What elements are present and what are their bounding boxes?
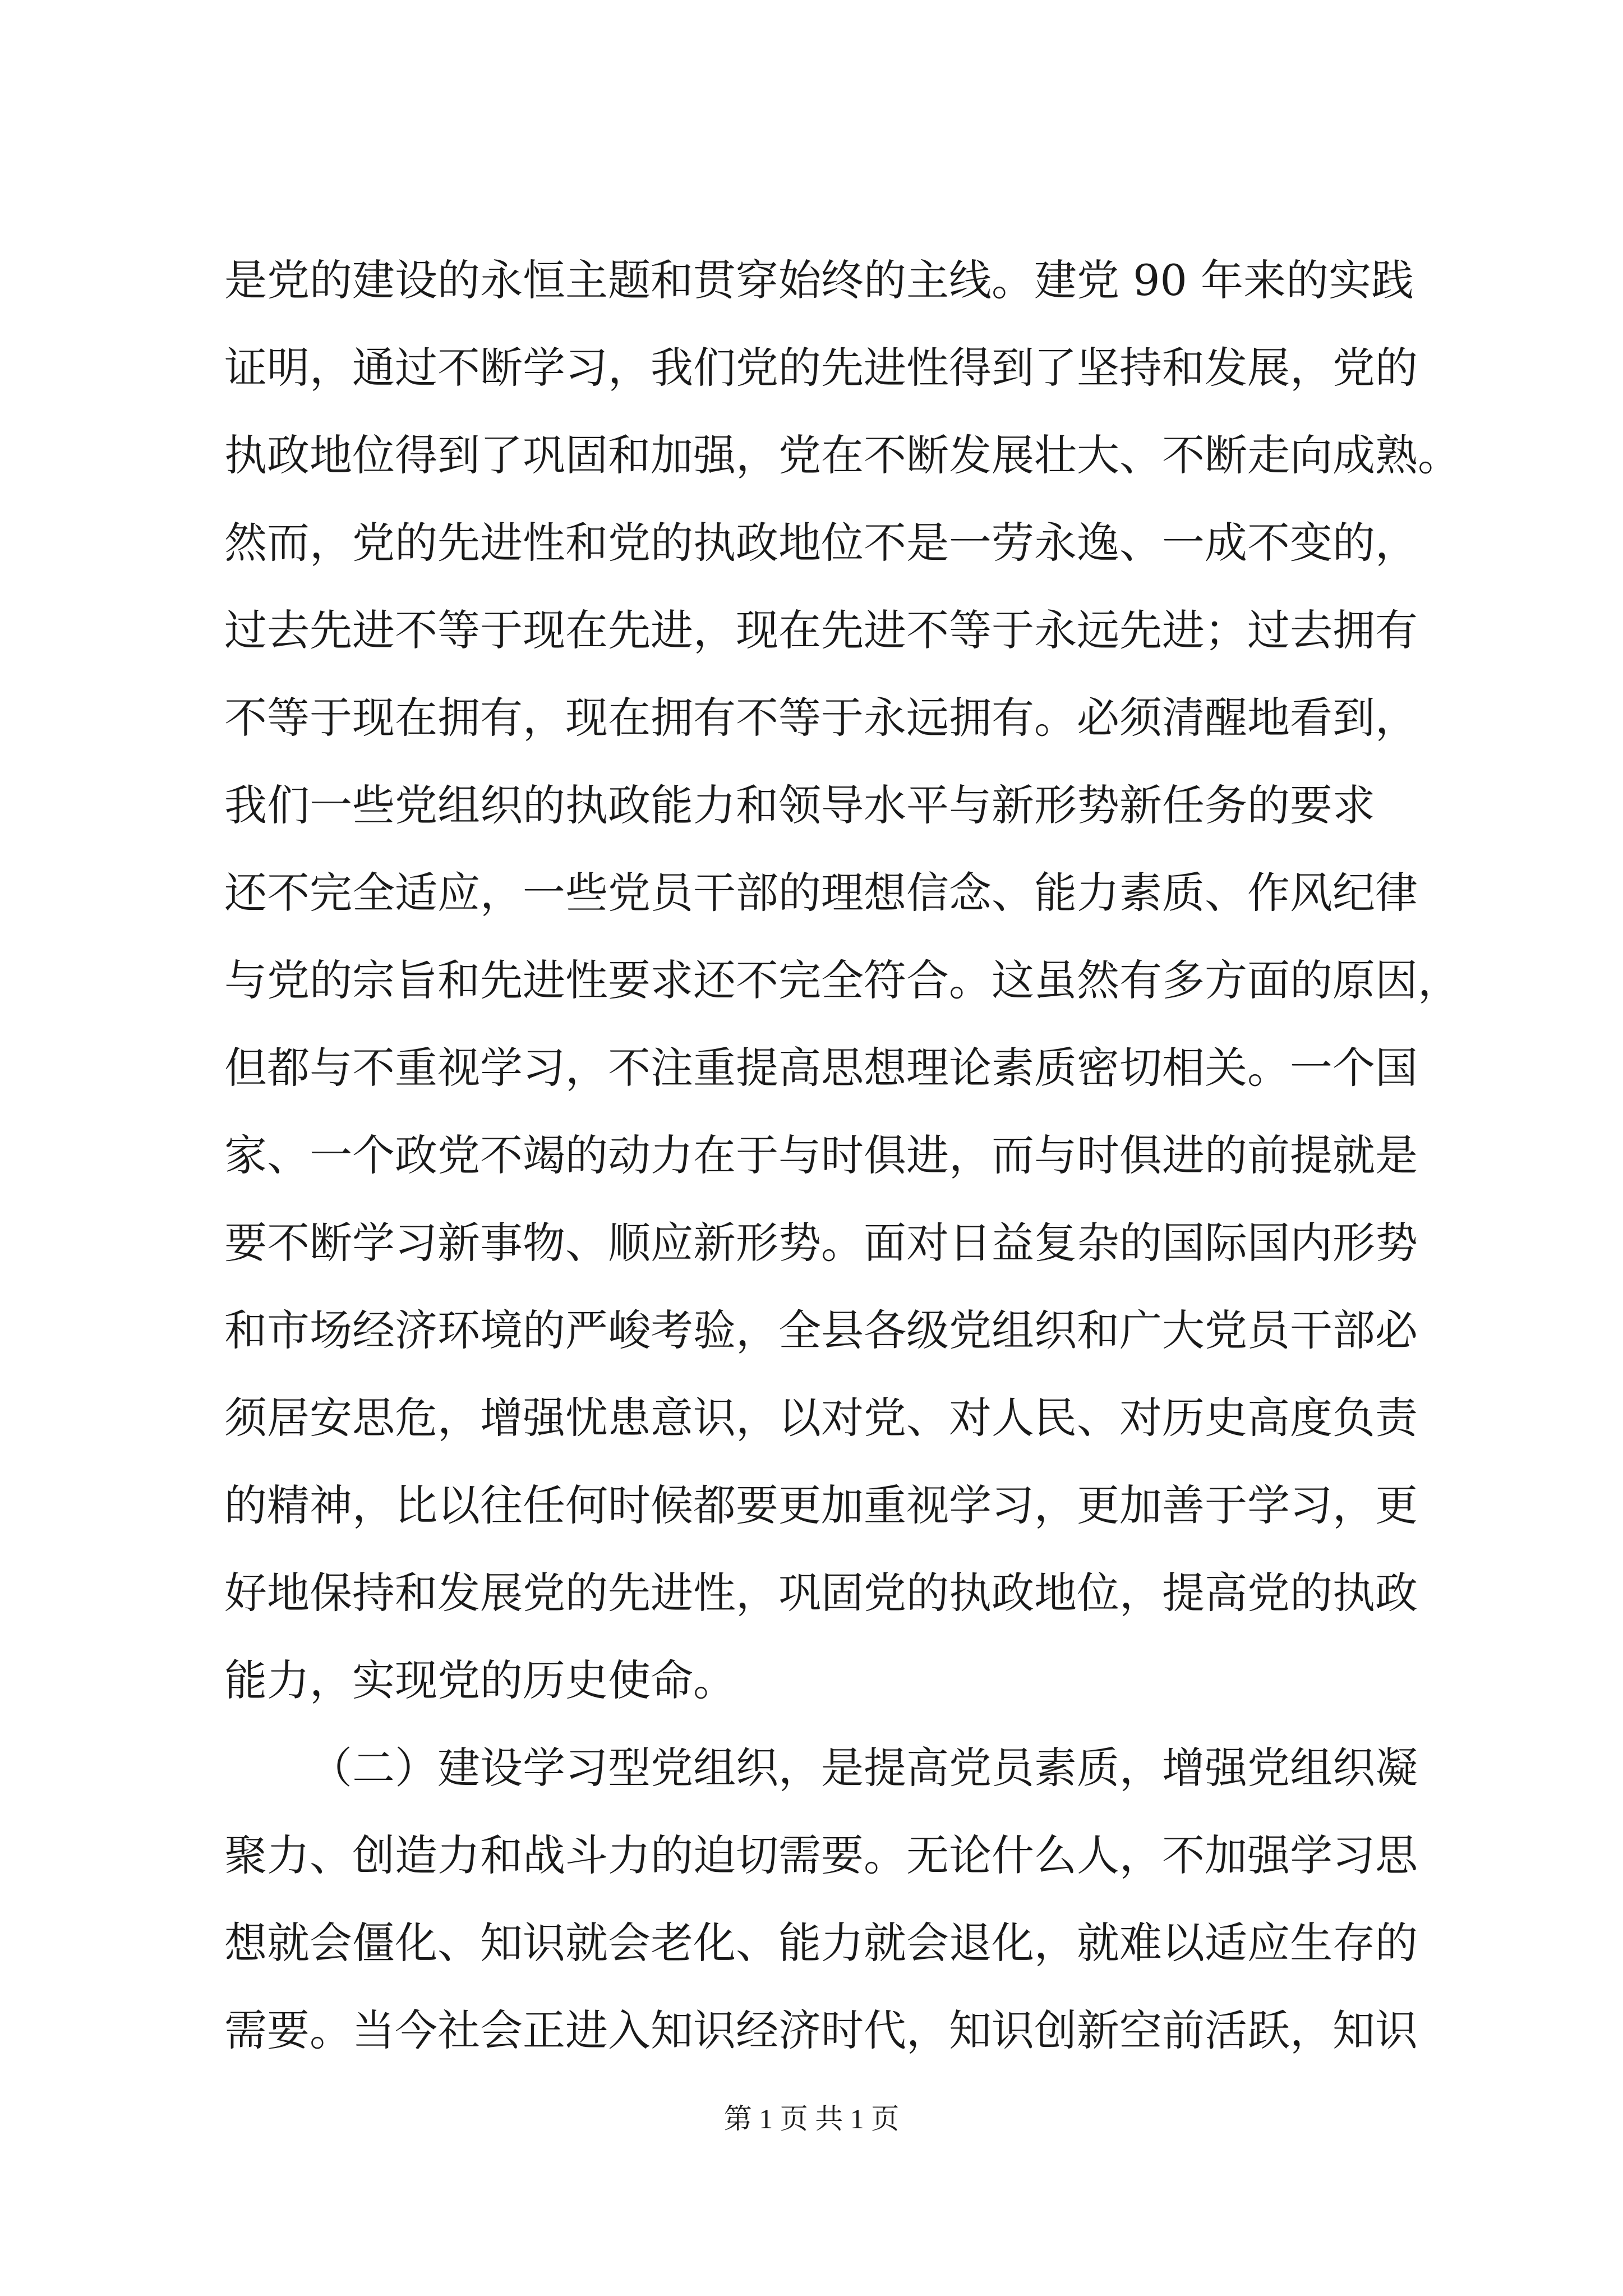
text-line: 证明，通过不断学习，我们党的先进性得到了坚持和发展，党的 [224, 343, 1418, 393]
text-line: 然而，党的先进性和党的执政地位不是一劳永逸、一成不变的， [224, 518, 1418, 568]
text-line: 是党的建设的永恒主题和贯穿始终的主线。建党 90 年来的实践 [224, 255, 1414, 305]
text-line: 与党的宗旨和先进性要求还不完全符合。这虽然有多方面的原因， [224, 955, 1460, 1005]
text-line: 家、一个政党不竭的动力在于与时俱进，而与时俱进的前提就是 [224, 1130, 1418, 1180]
text-line: 能力，实现党的历史使命。 [224, 1655, 736, 1705]
paragraph-start-line: （二）建设学习型党组织，是提高党员素质，增强党组织凝 [310, 1743, 1418, 1793]
text-line: 需要。当今社会正进入知识经济时代，知识创新空前活跃，知识 [224, 2005, 1418, 2055]
text-line: 想就会僵化、知识就会老化、能力就会退化，就难以适应生存的 [224, 1918, 1418, 1968]
text-line: 但都与不重视学习，不注重提高思想理论素质密切相关。一个国 [224, 1043, 1418, 1093]
text-line: 须居安思危，增强忧患意识，以对党、对人民、对历史高度负责 [224, 1393, 1418, 1443]
text-line: 好地保持和发展党的先进性，巩固党的执政地位，提高党的执政 [224, 1568, 1418, 1618]
text-line: 还不完全适应，一些党员干部的理想信念、能力素质、作风纪律 [224, 868, 1418, 918]
text-line: 聚力、创造力和战斗力的迫切需要。无论什么人，不加强学习思 [224, 1830, 1418, 1880]
text-line: 不等于现在拥有，现在拥有不等于永远拥有。必须清醒地看到， [224, 693, 1418, 743]
page-number-footer: 第 1 页 共 1 页 [723, 2103, 900, 2134]
text-line: 的精神，比以往任何时候都要更加重视学习，更加善于学习，更 [224, 1480, 1418, 1530]
text-line: 过去先进不等于现在先进，现在先进不等于永远先进；过去拥有 [224, 605, 1418, 655]
text-line: 要不断学习新事物、顺应新形势。面对日益复杂的国际国内形势 [224, 1218, 1418, 1268]
text-line: 我们一些党组织的执政能力和领导水平与新形势新任务的要求 [224, 780, 1375, 830]
text-line: 执政地位得到了巩固和加强，党在不断发展壮大、不断走向成熟。 [224, 430, 1460, 480]
text-line: 和市场经济环境的严峻考验，全县各级党组织和广大党员干部必 [224, 1305, 1418, 1355]
